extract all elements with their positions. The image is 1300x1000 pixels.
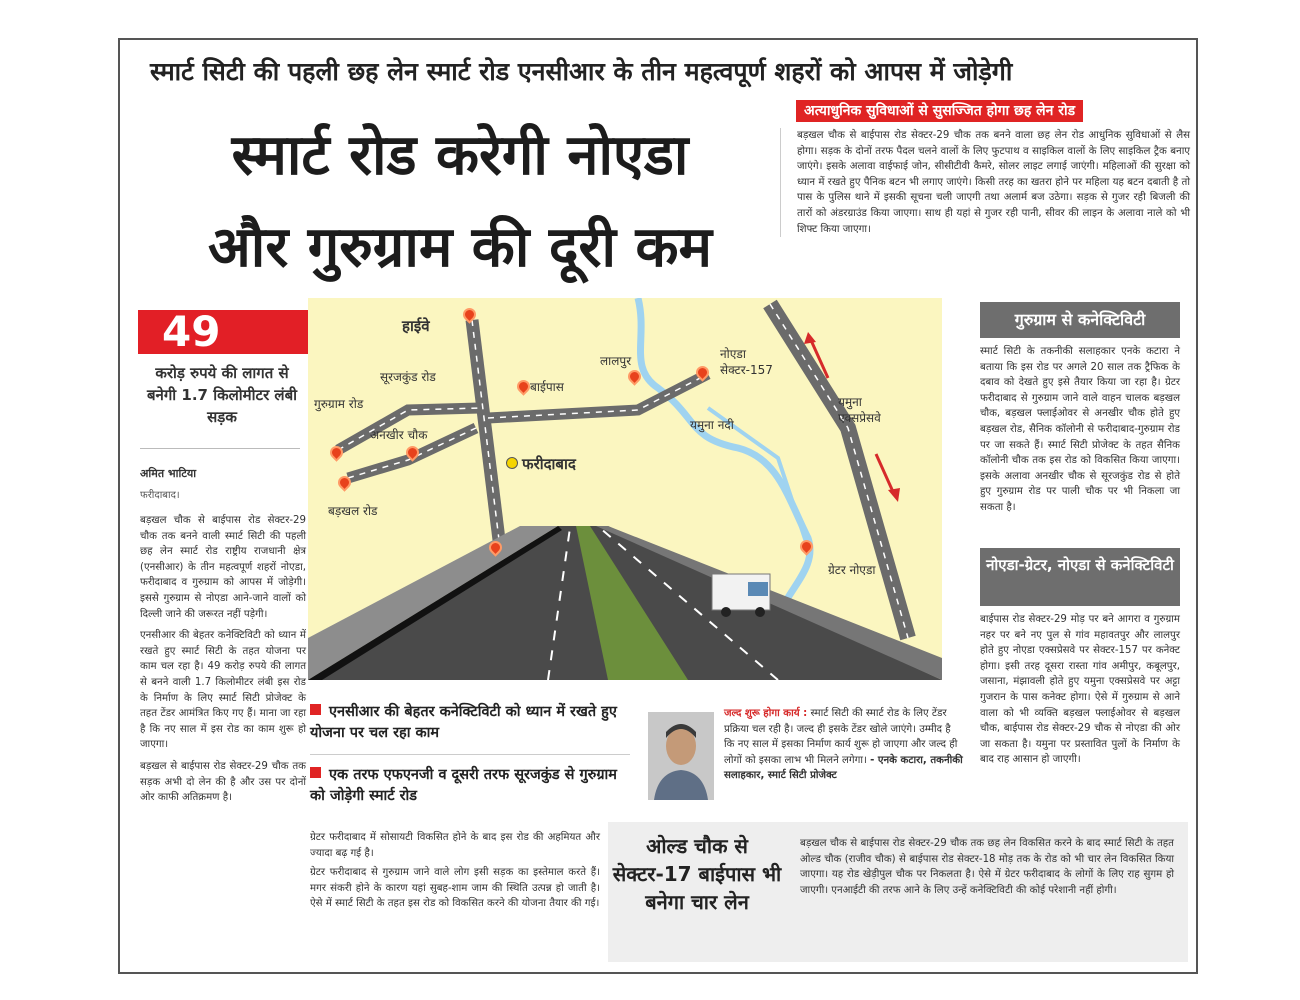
quote-body: स्मार्ट सिटी की स्मार्ट रोड के लिए टेंडर प्रक्रिया चल रही है। जल्द ही इसके टेंडर खोले जाएंगे। उम्मीद है कि नए साल में इसका निर्माण कार्य शुरू हो जाएगा और जल्द ही लोगों को इसका लाभ भी मिलने लगेगा। [724,708,958,766]
label-expressway: यमुना एक्सप्रेसवे [838,395,881,425]
label-bypass: बाईपास [530,380,564,394]
red-square-icon [310,767,321,778]
quote-lead: जल्द शुरू होगा कार्य : [724,708,808,719]
bottom-middle-column [310,830,600,912]
label-lalpur: लालपुर [600,354,632,368]
quote-block [724,706,964,784]
old-chowk-body: बड़खल चौक से बाईपास रोड सेक्टर-29 चौक तक छह लेन विकसित करने के बाद स्मार्ट सिटी के तहत ओल्ड चौक (राजीव चौक) से बाईपास रोड सेक्टर-18 मोड़ तक के रोड को भी चार लेन विकसित किया जाएगा। यह रोड खेड़ीपुल चौक पर निकलता है। ऐसे में ग्रेटर फरीदाबाद के लोगों के लिए राह सुगम हो जाएगी। एनआईटी की तरफ आने के लिए उन्हें कनेक्टिविटी की कोई परेशानी नहीं होगी। [786,822,1188,962]
main-headline [140,110,780,294]
newspaper-page [118,38,1198,974]
left-column-para-1: बड़खल चौक से बाईपास रोड सेक्टर-29 चौक तक बनने वाली स्मार्ट सिटी की पहली छह लेन स्मार्ट रोड राष्ट्रीय राजधानी क्षेत्र (एनसीआर) के तीन महत्वपूर्ण शहरों नोएडा, फरीदाबाद व गुरुग्राम को आपस में जोड़ेगी। इससे गुरुग्राम से नोएडा आने-जाने वालों को दिल्ली जाने की जरूरत नहीं पड़ेगी। [140,515,306,620]
headline-line-1: स्मार्ट रोड करेगी नोएडा [231,123,689,188]
city-dot-icon [506,457,518,469]
byline-author: अमित भाटिया [140,467,197,480]
left-column-para-2: एनसीआर की बेहतर कनेक्टिविटी को ध्यान में रखते हुए स्मार्ट सिटी के तहत योजना पर काम चल रहा है। 49 करोड़ रुपये की लागत से बनने वाली 1.7 किलोमीटर लंबी इस रोड के निर्माण के लिए स्मार्ट सिटी प्रोजेक्ट के तहत टेंडर आमंत्रित किए गए हैं। माना जा रहा है कि नए साल में इस रोड का काम शुरू हो जाएगा। [140,630,306,751]
label-yamuna-river: यमुना नदी [690,418,734,432]
left-column [140,466,306,806]
divider [140,448,300,449]
label-highway: हाईवे [402,317,430,335]
label-faridabad: फरीदाबाद [506,454,576,474]
noida-box-title: नोएडा-ग्रेटर, नोएडा से कनेक्टिविटी [980,548,1180,606]
label-greater-noida: ग्रेटर नोएडा [828,563,876,577]
noida-box-body: बाईपास रोड सेक्टर-29 मोड़ पर बने आगरा व गुरुग्राम नहर पर बने नए पुल से गांव महावतपुर और लालपुर होते हुए नोएडा एक्सप्रेसवे पर सेक्टर-157 पर कनेक्ट होगा। इसी तरह दूसरा रास्ता गांव अमीपुर, कबूलपुर, जसाना, मंझावली होते हुए यमुना एक्सप्रेसवे पर अट्टा गुजरान के पास कनेक्ट होगा। ऐसे में गुरुग्राम से आने वाला को भी व्यक्ति बड़खल फ्लाईओवर से बड़खल चौक, बाईपास रोड सेक्टर-29 चौक से नोएडा की ओर जा सकता है। यमुना पर प्रस्तावित पुलों के निर्माण के बाद राह आसान हो जाएगी। [980,614,1180,766]
byline-place: फरीदाबाद। [140,490,180,501]
bottom-middle-para-1: ग्रेटर फरीदाबाद में सोसायटी विकसित होने के बाद इस रोड की अहमियत और ज्यादा बढ़ गई है। [310,832,600,859]
label-badkhal: बड़खल रोड [328,504,378,518]
quote-attribution: - एनके कटारा, तकनीकी सलाहकार, स्मार्ट सिटी प्रोजेक्ट [724,754,963,782]
sidebar-facilities [780,100,1190,237]
left-column-para-3: बड़खल से बाईपास रोड सेक्टर-29 चौक तक सड़क अभी दो लेन की है और उस पर दोनों ओर काफी अतिक्रमण है। [140,760,306,804]
old-chowk-title: ओल्ड चौक से सेक्टर-17 बाईपास भी बनेगा चार लेन [608,822,786,962]
bullet-item: एनसीआर की बेहतर कनेक्टिविटी को ध्यान में रखते हुए योजना पर चल रहा काम [310,702,630,755]
red-square-icon [310,704,321,715]
headline-line-2: और गुरुग्राम की दूरी कम [208,215,712,280]
arrow-south [876,454,894,494]
label-surajkund: सूरजकुंड रोड [380,370,436,384]
sidebar-facilities-body: बड़खल चौक से बाईपास रोड सेक्टर-29 चौक तक बनने वाला छह लेन रोड आधुनिक सुविधाओं से लैस होगा। सड़क के दोनों तरफ पैदल चलने वालों के लिए फुटपाथ व साइकिल वालों के लिए साइकिल ट्रैक बनाए जाएंगे। इसके अलावा वाईफाई जोन, सीसीटीवी कैमरे, सोलर लाइट लगाई जाएंगी। महिलाओं की सुरक्षा को ध्यान में रखते हुए पैनिक बटन भी लगाए जाएंगे। किसी तरह का खतरा होने पर महिला यह बटन दबाती है तो पास के पुलिस थाने में इसकी सूचना चली जाएगी तथा अलार्म बज उठेगा। सड़क से गुजर रही बिजली की तारों को अंडरग्राउंड किया जाएगा। साथ ही यहां से गुजर रही पानी, सीवर की लाइन के अलावा नाले को भी शिफ्ट किया जाएगा। [780,128,1190,237]
bottom-middle-para-2: ग्रेटर फरीदाबाद से गुरुग्राम जाने वाले लोग इसी सड़क का इस्तेमाल करते हैं। मगर संकरी होने के कारण यहां सुबह-शाम जाम की स्थिति उत्पन्न हो जाती है। ऐसे में स्मार्ट सिटी के तहत इस रोड को विकसित करने की योजना तैयार की गई। [310,867,600,910]
bullet-item: एक तरफ एफएनजी व दूसरी तरफ सूरजकुंड से गुरुग्राम को जोड़ेगी स्मार्ट रोड [310,767,617,804]
gurugram-box-body: स्मार्ट सिटी के तकनीकी सलाहकार एनके कटारा ने बताया कि इस रोड पर अगले 20 साल तक ट्रैफिक के दबाव को देखते हुए इसे तैयार किया जा रहा है। ग्रेटर फरीदाबाद से गुरुग्राम जाने वाले वाहन चालक बड़खल चौक, बड़खल फ्लाईओवर से अनखीर चौक होते हुए बड़खल रोड, सैनिक कॉलोनी से फरीदाबाद-गुरुग्राम रोड पर जा सकते हैं। स्मार्ट सिटी प्रोजेक्ट के तहत सैनिक कॉलोनी चौक तक इस रोड को विकसित किया जाएगा। इसके अलावा अनखीर चौक से सूरजकुंड रोड से होते हुए गुरुग्राम रोड पर पाली चौक पर भी निकला जा सकता है। [980,346,1180,513]
stat-number: 49 [138,310,338,354]
kicker-headline: स्मार्ट सिटी की पहली छह लेन स्मार्ट रोड एनसीआर के तीन महत्वपूर्ण शहरों को आपस में जोड़ेगी [150,57,1013,86]
label-gurugram-road: गुरुग्राम रोड [314,397,364,411]
gurugram-box-title: गुरुग्राम से कनेक्टिविटी [980,302,1180,338]
label-noida-157: नोएडा सेक्टर-157 [720,347,773,377]
stat-caption: करोड़ रुपये की लागत से बनेगी 1.7 किलोमीटर लंबी सड़क [146,364,298,426]
sidebar-facilities-title: अत्याधुनिक सुविधाओं से सुसज्जित होगा छह लेन रोड [796,100,1083,122]
bullet-list [310,702,630,807]
label-ankhir: अनखीर चौक [370,428,428,442]
route-map [308,298,942,680]
portrait-photo [648,712,714,800]
